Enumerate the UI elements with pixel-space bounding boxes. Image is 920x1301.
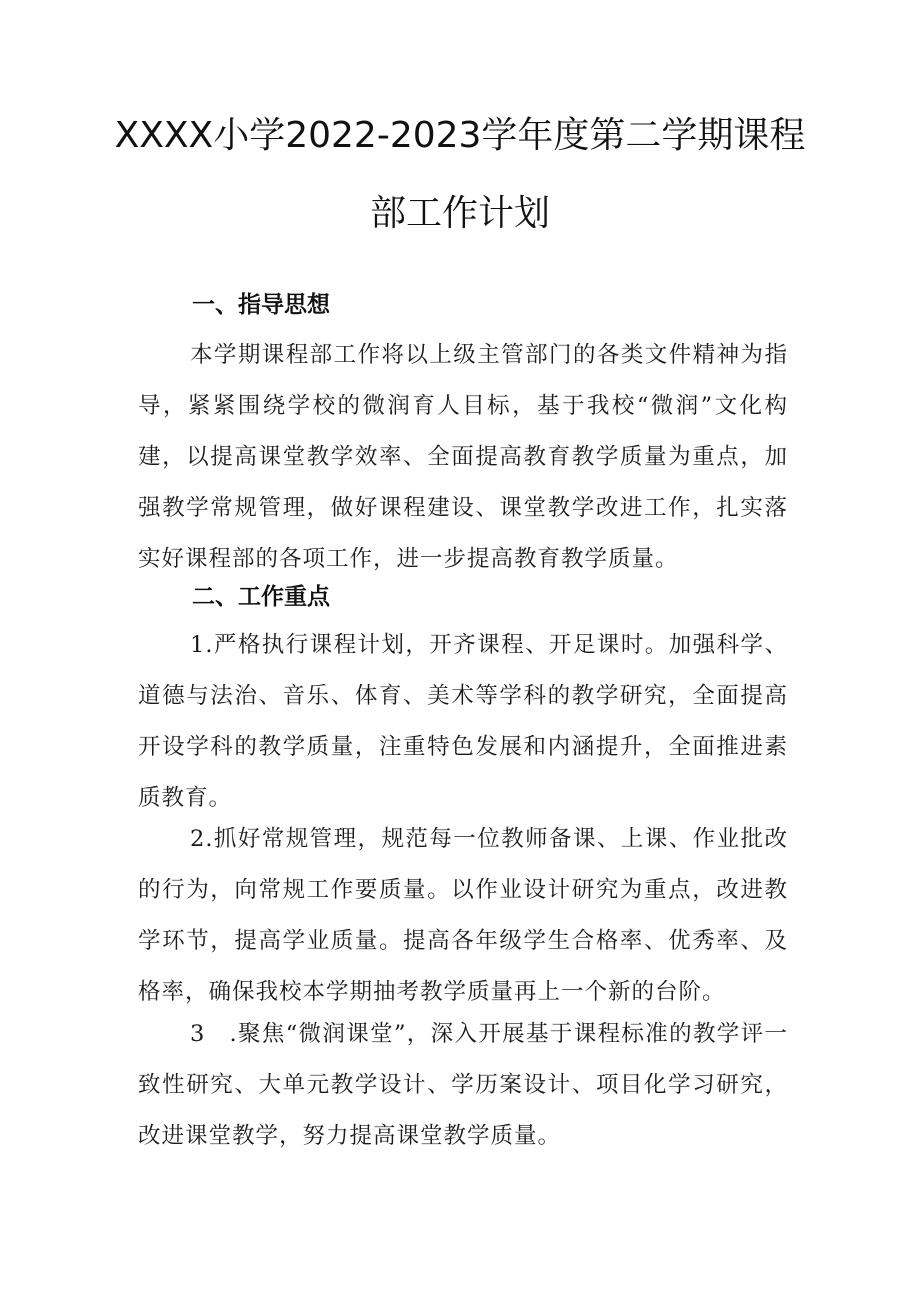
paragraph-work-focus-2: 2.抓好常规管理，规范每一位教师备课、上课、作业批改的行为，向常规工作要质量。以作业设计研究为重点，改进教学环节，提高学业质量。提高各年级学生合格率、优秀率、及格率，确保我校本学期抽考教学质量再上一个新的台阶。 [138,826,788,1005]
section-heading-work-focus: 二、工作重点 [192,584,330,610]
document-title-line-1: XXXX小学2022-2023学年度第二学期课程 [114,115,806,156]
paragraph-work-focus-3: 3 .聚焦“微润课堂”，深入开展基于课程标准的教学评一致性研究、大单元教学设计、学历案设计、项目化学习研究，改进课堂教学，努力提高课堂教学质量。 [138,1021,788,1149]
document-title-line-2: 部工作计划 [369,193,550,234]
paragraph-guiding-ideology: 本学期课程部工作将以上级主管部门的各类文件精神为指导，紧紧围绕学校的微润育人目标，基于我校“微润”文化构建，以提高课堂教学效率、全面提高教育教学质量为重点，加强教学常规管理，做好课程建设、课堂教学改进工作，扎实落实好课程部的各项工作，进一步提高教育教学质量。 [138,342,788,572]
section-heading-guiding-ideology: 一、指导思想 [192,292,330,318]
paragraph-work-focus-1: 1.严格执行课程计划，开齐课程、开足课时。加强科学、道德与法治、音乐、体育、美术等学科的教学研究，全面提高开设学科的教学质量，注重特色发展和内涵提升，全面推进素质教育。 [138,632,788,811]
